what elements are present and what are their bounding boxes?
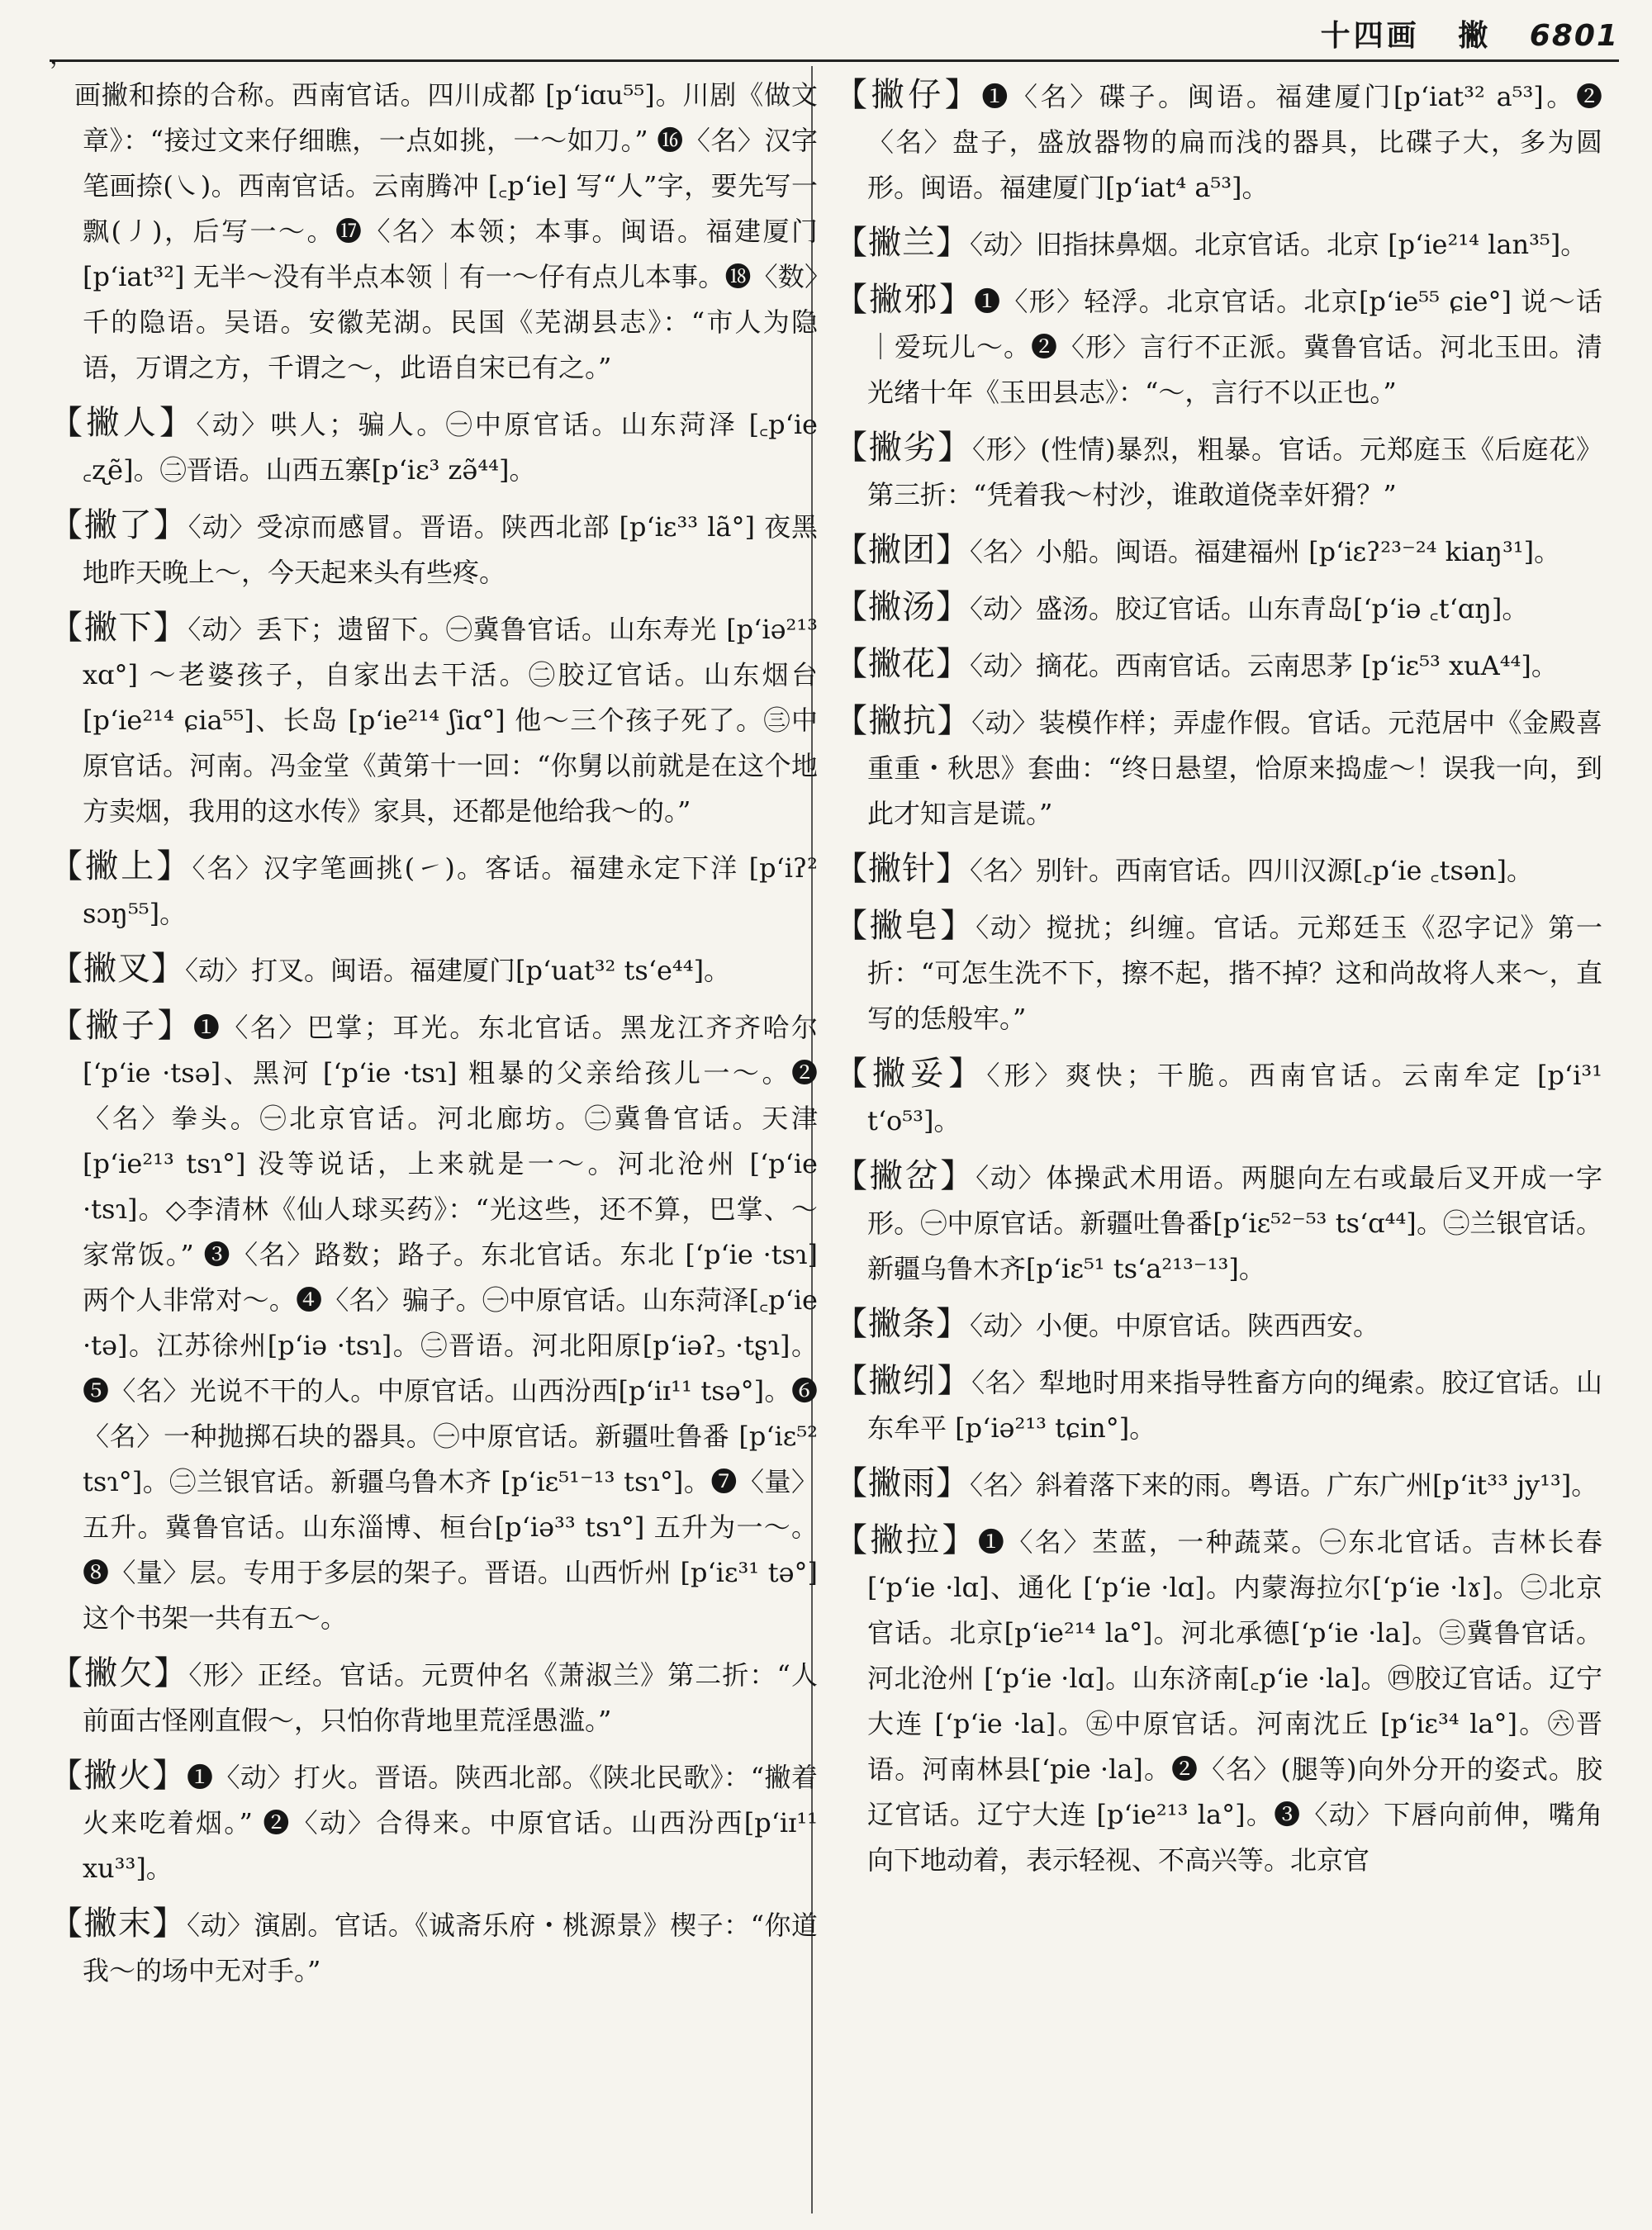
dictionary-entry [834,642,1602,689]
entry-text: 〈名〉斜着落下来的雨。粤语。广东广州[pʻit³³ jy¹³]。 [970,1469,1598,1501]
running-head [1296,12,1619,55]
entry-headword: 【撇劣】 [834,429,973,467]
entry-headword: 【撇针】 [834,850,970,888]
dictionary-entry [834,699,1602,837]
dictionary-entry [834,278,1602,415]
dictionary-entry [50,401,818,493]
entry-text: 〈动〉装模作样；弄虚作假。官话。元范居中《金殿喜重重・秋思》套曲：“终日悬望，恰原来捣虚～！误我一向，到此才知言是谎。” [867,707,1602,829]
dictionary-entry [834,1302,1602,1349]
entry-text: 〈名〉犁地时用来指导牲畜方向的绳索。胶辽官话。山东牟平 [pʻiə²¹³ tɕin°]。 [867,1367,1602,1444]
right-column [834,73,1602,1893]
entry-text: 〈形〉(性情)暴烈，粗暴。官话。元郑庭玉《后庭花》第三折：“凭着我～村沙，谁敢道侥幸奸猾？” [867,434,1602,510]
entry-text: 〈动〉摘花。西南官话。云南思茅 [pʻiɛ⁵³ xuA⁴⁴]。 [970,650,1558,681]
dictionary-entry [50,947,818,994]
dictionary-entry [834,1154,1602,1292]
entry-text: ❶〈动〉打火。晋语。陕西北部。《陕北民歌》：“撇着火来吃着烟。” ❷〈动〉合得来。中原官话。山西汾西[pʻiɪ¹¹ xu³³]。 [83,1762,818,1884]
dictionary-entry [834,73,1602,211]
entry-text: 〈动〉体操武术用语。两腿向左右或最后叉开成一字形。㊀中原官话。新疆吐鲁番[pʻiɛ⁵²⁻⁵³ tsʻɑ⁴⁴]。㊁兰银官话。新疆乌鲁木齐[pʻiɛ⁵¹ tsʻa²¹³⁻¹³]。 [867,1162,1602,1284]
entry-text: 〈动〉小便。中原官话。陕西西安。 [970,1310,1380,1341]
dictionary-entry [50,1753,818,1891]
entry-headword: 【撇兰】 [834,224,970,262]
dictionary-entry [834,528,1602,575]
entry-continuation [50,73,818,391]
entry-headword: 【撇人】 [50,404,197,442]
entry-text: 〈动〉演剧。官话。《诚斋乐府・桃源景》楔子：“你道我～的场中无对手。” [83,1910,818,1986]
head-character: 撇 [1458,18,1492,53]
page-header [50,8,1619,70]
entry-headword: 【撇末】 [50,1905,187,1943]
entry-headword: 【撇子】 [50,1007,193,1045]
entry-text: ❶〈名〉苤蓝，一种蔬菜。㊀东北官话。吉林长春 [ʻpʻie ·lɑ]、通化 [ʻpʻie ·lɑ]。内蒙海拉尔[ʻpʻie ·lɤ]。㊁北京官话。北京[pʻie²¹⁴ la°]。河北承德[ʻpʻie ·la]。㊂冀鲁官话。河北沧州 [ʻpʻie ·lɑ]。山东济南[꜀pʻie ·la]。㊃胶辽官话。辽宁大连 [ʻpʻie ·la]。㊄中原官话。河南沈丘 [pʻiɛ³⁴ la°]。㊅晋语。河南林县[ʻpie ·la]。❷〈名〉(腿等)向外分开的姿式。胶辽官话。辽宁大连 [pʻie²¹³ la°]。❸〈动〉下唇向前伸，嘴角向下地动着，表示轻视、不高兴等。北京官 [867,1526,1602,1876]
dictionary-entry [50,844,818,937]
margin-mark: ， [50,41,74,70]
dictionary-entry [834,1359,1602,1451]
dictionary-entry [834,425,1602,518]
entry-headword: 【撇仔】 [834,76,982,114]
entry-headword: 【撇火】 [50,1757,187,1795]
dictionary-entry [50,1651,818,1744]
entry-headword: 【撇上】 [50,847,192,885]
page-number: 6801 [1529,19,1619,53]
entry-text: 〈形〉爽快；干脆。西南官话。云南牟定 [pʻi³¹ tʻo⁵³]。 [867,1060,1602,1136]
dictionary-entry [834,904,1602,1041]
left-column [50,73,818,2004]
entry-headword: 【撇叉】 [50,950,185,988]
dictionary-entry [50,503,818,595]
entry-headword: 【撇汤】 [834,588,970,626]
entry-text: ❶〈名〉碟子。闽语。福建厦门[pʻiat³² a⁵³]。❷〈名〉盘子，盛放器物的扁而浅的器具，比碟子大，多为圆形。闽语。福建厦门[pʻiat⁴ a⁵³]。 [867,81,1602,203]
dictionary-entry [50,1004,818,1641]
entry-text: 〈动〉哄人；骗人。㊀中原官话。山东菏泽 [꜀pʻie ꜀ʐẽ]。㊁晋语。山西五寨[pʻiɛ³ zə̃⁴⁴]。 [83,409,818,486]
entry-text: 〈动〉旧指抹鼻烟。北京官话。北京 [pʻie²¹⁴ lan³⁵]。 [970,229,1588,260]
entry-text: 画撇和捺的合称。西南官话。四川成都 [pʻiɑu⁵⁵]。川剧《做文章》：“接过文来仔细瞧，一点如挑，一～如刀。” ⓰〈名〉汉字笔画捺(㇏)。西南官话。云南腾冲 [꜀pʻie] 写“人”字，要先写一飘(㇓)，后写一～。⓱〈名〉本领；本事。闽语。福建厦门 [pʻiat³²] 无半～没有半点本领｜有一～仔有点儿本事。⓲〈数〉千的隐语。吴语。安徽芜湖。民国《芜湖县志》：“市人为隐语，万谓之方，千谓之～，此语自宋已有之。” [74,79,818,383]
dictionary-entry [834,1051,1602,1144]
entry-text: 〈动〉搅扰；纠缠。官话。元郑廷玉《忍字记》第一折：“可怎生洗不下，擦不起，揩不掉？这和尚故将人来～，直写的恁般牢。” [867,912,1602,1034]
entry-headword: 【撇拉】 [834,1521,978,1559]
entry-headword: 【撇雨】 [834,1464,970,1502]
entry-text: 〈动〉盛汤。胶辽官话。山东青岛[ʻpʻiə ꜀tʻɑŋ]。 [970,593,1529,624]
entry-headword: 【撇抗】 [834,702,972,740]
dictionary-entry [834,1518,1602,1883]
dictionary-entry [834,221,1602,268]
entry-text: 〈动〉受凉而感冒。晋语。陕西北部 [pʻiɛ³³ lã°] 夜黑地昨天晚上～，今天起来头有些疼。 [83,511,818,588]
entry-headword: 【撇妥】 [834,1055,987,1093]
entry-text: ❶〈名〉巴掌；耳光。东北官话。黑龙江齐齐哈尔 [ʻpʻie ·tsə]、黑河 [ʻpʻie ·tsɿ] 粗暴的父亲给孩儿一～。❷〈名〉拳头。㊀北京官话。河北廊坊。㊁冀鲁官话。天津 [pʻie²¹³ tsɿ°] 没等说话，上来就是一～。河北沧州 [ʻpʻie ·tsɿ]。◇李清林《仙人球买药》：“光这些，还不算，巴掌、～家常饭。” ❸〈名〉路数；路子。东北官话。东北 [ʻpʻie ·tsɿ] 两个人非常对～。❹〈名〉骗子。㊀中原官话。山东菏泽[꜀pʻie ·tə]。江苏徐州[pʻiə ·tsɿ]。㊁晋语。河北阳原[pʻiəʔ꜆ ·tʂɿ]。❺〈名〉光说不干的人。中原官话。山西汾西[pʻiɪ¹¹ tsə°]。❻〈名〉一种抛掷石块的器具。㊀中原官话。新疆吐鲁番 [pʻiɛ⁵² tsɿ°]。㊁兰银官话。新疆乌鲁木齐 [pʻiɛ⁵¹⁻¹³ tsɿ°]。❼〈量〉五升。冀鲁官话。山东淄博、桓台[pʻiə³³ tsɿ°] 五升为一～。❽〈量〉层。专用于多层的架子。晋语。山西忻州 [pʻiɛ³¹ tə°] 这个书架一共有五～。 [83,1012,818,1634]
entry-headword: 【撇欠】 [50,1654,189,1692]
entry-headword: 【撇纼】 [834,1362,972,1400]
entry-text: 〈名〉汉字笔画挑(㇀)。客话。福建永定下洋 [pʻiʔ² sɔŋ⁵⁵]。 [83,852,818,929]
entry-text: 〈动〉丢下；遗留下。㊀冀鲁官话。山东寿光 [pʻiə²¹³ xɑ°] ～老婆孩子，自家出去干活。㊁胶辽官话。山东烟台 [pʻie²¹⁴ ɕia⁵⁵]、长岛 [pʻie²¹⁴ ʃiɑ°] 他～三个孩子死了。㊂中原官话。河南。冯金堂《黄第十一回：“你舅以前就是在这个地方卖烟，我用的这水传》家具，还都是他给我～的。” [83,614,818,827]
entry-headword: 【撇岔】 [834,1157,976,1195]
entry-text: 〈名〉小船。闽语。福建福州 [pʻiɛʔ²³⁻²⁴ kiaŋ³¹]。 [970,536,1561,567]
entry-text: 〈形〉正经。官话。元贾仲名《萧淑兰》第二折：“人前面古怪刚直假～，只怕你背地里荒淫愚滥。” [83,1659,818,1736]
entry-text: 〈动〉打叉。闽语。福建厦门[pʻuat³² tsʻe⁴⁴]。 [185,955,731,986]
entry-headword: 【撇了】 [50,506,188,544]
entry-headword: 【撇团】 [834,531,970,569]
dictionary-entry [50,605,818,834]
entry-headword: 【撇条】 [834,1305,970,1343]
entry-headword: 【撇花】 [834,645,970,683]
entry-headword: 【撇皂】 [834,907,976,945]
dictionary-entry [834,585,1602,632]
section-label: 十四画 [1320,18,1420,53]
dictionary-entry [50,1901,818,1994]
entry-text: ❶〈形〉轻浮。北京官话。北京[pʻie⁵⁵ ɕie°] 说～话｜爱玩儿～。❷〈形〉言行不正派。冀鲁官话。河北玉田。清光绪十年《玉田县志》：“～，言行不以正也。” [867,286,1602,408]
entry-headword: 【撇下】 [50,609,188,647]
entry-text: 〈名〉别针。西南官话。四川汉源[꜀pʻie ꜀tsən]。 [970,855,1533,886]
dictionary-entry [834,847,1602,894]
dictionary-entry [834,1461,1602,1508]
entry-headword: 【撇邪】 [834,281,975,319]
